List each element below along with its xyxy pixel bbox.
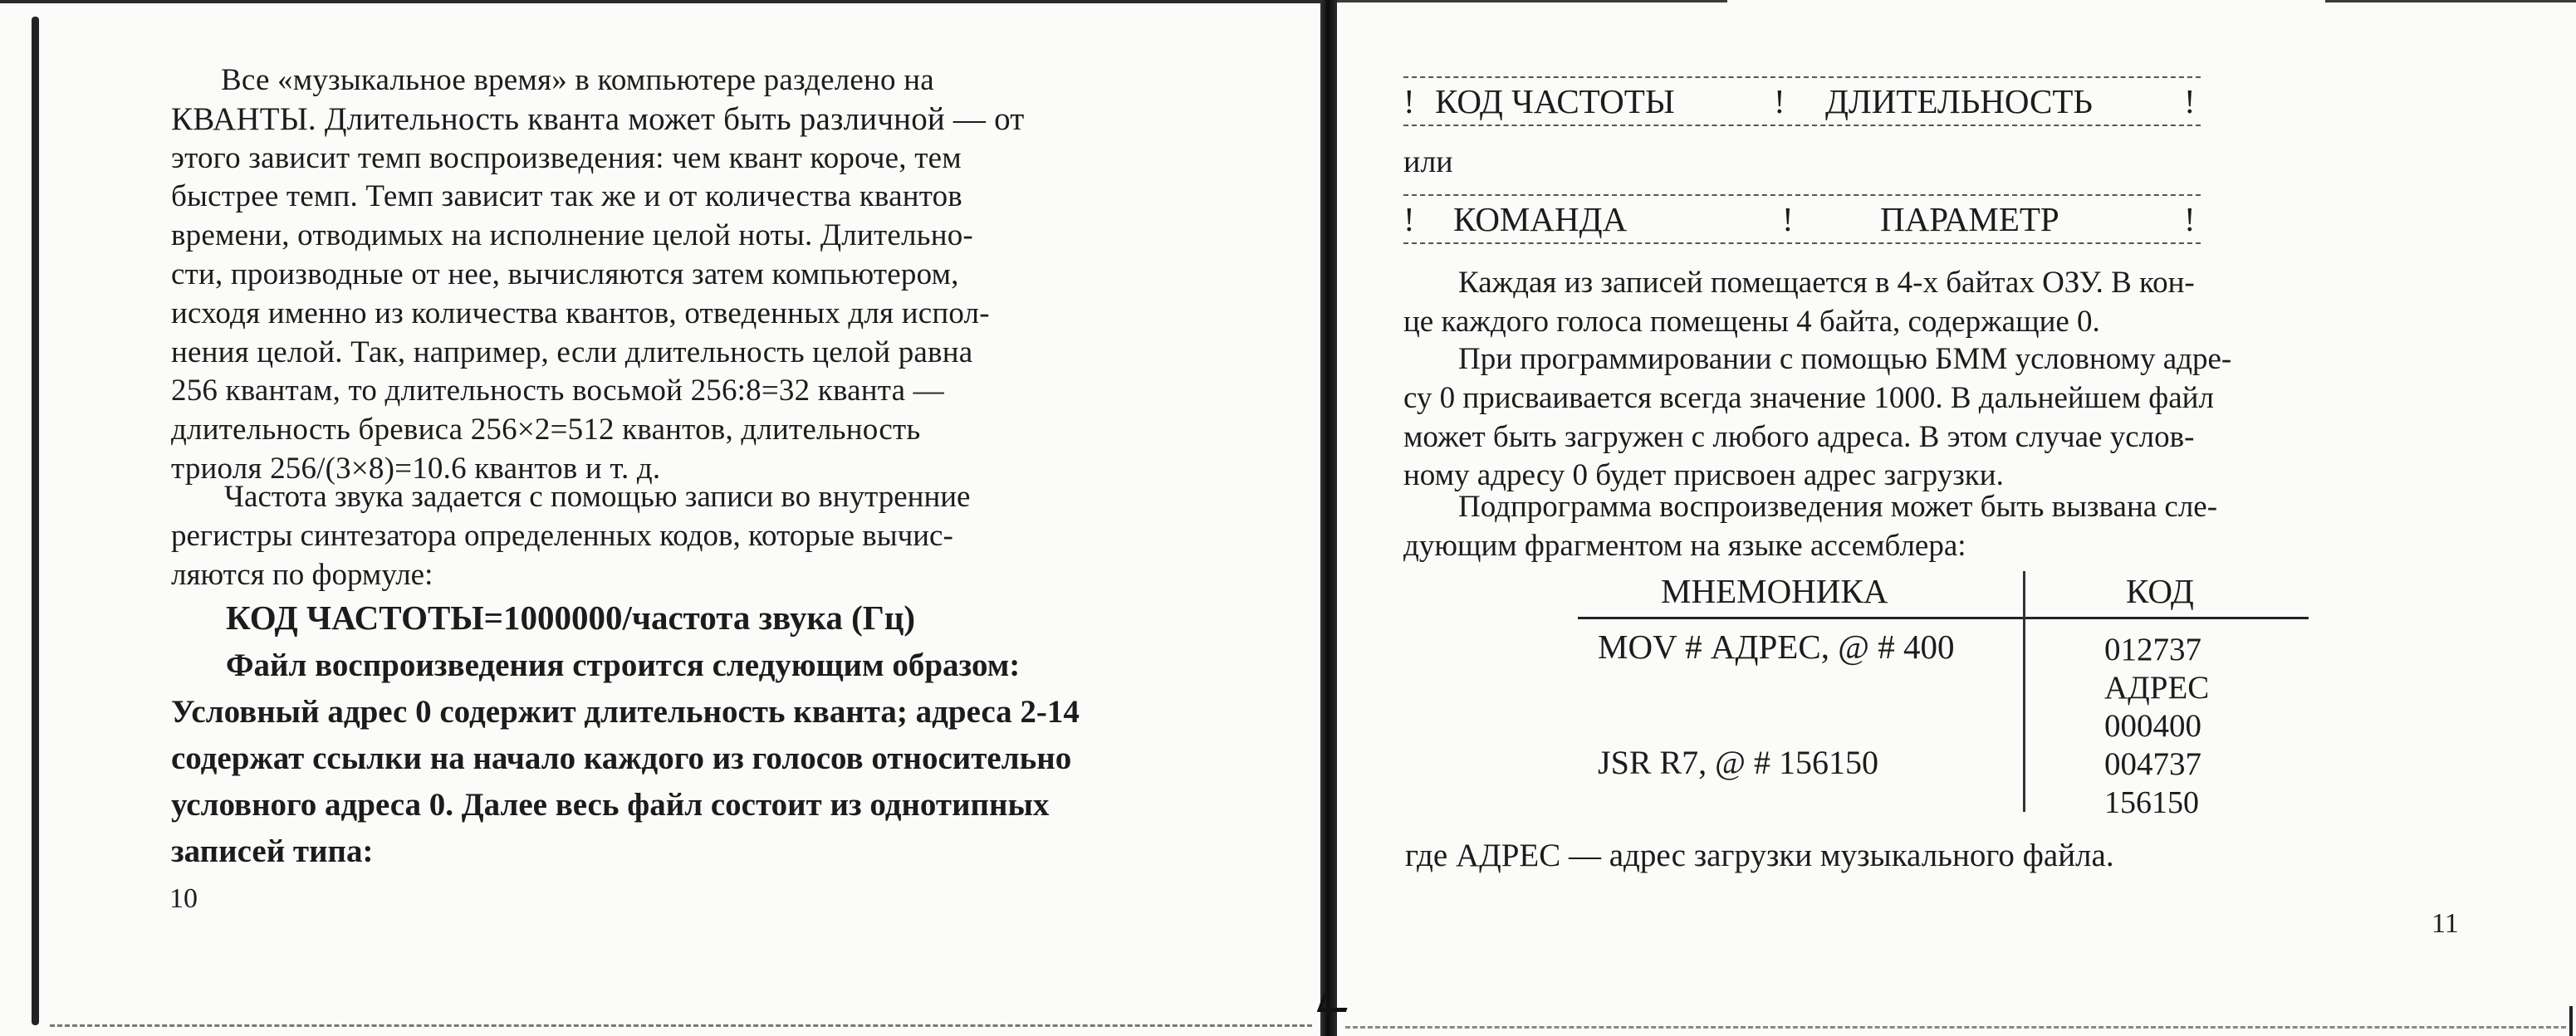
separator-bar: ! xyxy=(1403,82,1415,120)
code-value: 004737 xyxy=(2104,746,2201,782)
right-paragraph-3 xyxy=(1403,488,2468,566)
separator-bar: ! xyxy=(1782,200,1794,238)
text-line: времени, отводимых на исполнение целой ноты. Длительно- xyxy=(171,218,973,253)
text-line: триоля 256/(3×8)=10.6 квантов и т. д. xyxy=(171,451,661,486)
left-paragraph-1 xyxy=(171,61,1234,489)
text-line: регистры синтезатора определенных кодов, которые вычис- xyxy=(171,518,953,553)
left-paragraph-2 xyxy=(171,478,1234,594)
text-line: При программировании с помощью БММ условному адре- xyxy=(1458,342,2232,376)
text-line: этого зависит темп воспроизведения: чем квант короче, тем xyxy=(171,140,962,175)
record-format-box-2 xyxy=(1403,194,2201,244)
text-line: дующим фрагментом на языке ассемблера: xyxy=(1403,528,1966,563)
assembler-code-table xyxy=(1578,571,2309,820)
record-field-parameter: ПАРАМЕТР xyxy=(1880,200,2059,238)
record-field-frequency: КОД ЧАСТОТЫ xyxy=(1435,82,1675,120)
code-value: АДРЕС xyxy=(2104,670,2210,706)
text-line: содержат ссылки на начало каждого из голосов относительно xyxy=(171,740,1072,776)
text-line: Файл воспроизведения строится следующим образом: xyxy=(226,648,1021,683)
table-header-rule xyxy=(1578,617,2309,619)
text-line: нения целой. Так, например, если длительность целой равна xyxy=(171,335,973,369)
code-value: 000400 xyxy=(2104,708,2201,744)
record-field-duration: ДЛИТЕЛЬНОСТЬ xyxy=(1825,82,2093,120)
text-line: Условный адрес 0 содержит длительность кванта; адреса 2-14 xyxy=(171,694,1080,730)
left-paragraph-3 xyxy=(171,643,1242,875)
mnemonic-mov: MOV # АДРЕС, @ # 400 xyxy=(1598,628,1955,666)
text-line: может быть загружен с любого адреса. В этом случае услов- xyxy=(1403,419,2195,454)
text-line: Частота звука задается с помощью записи во внутренние xyxy=(224,480,971,514)
table-column-rule xyxy=(2023,571,2025,812)
frequency-formula: КОД ЧАСТОТЫ=1000000/частота звука (Гц) xyxy=(226,599,916,637)
header-mnemonic: МНЕМОНИКА xyxy=(1661,572,1888,610)
right-paragraph-2 xyxy=(1403,340,2468,496)
text-line: Подпрограмма воспроизведения может быть вызвана сле- xyxy=(1458,490,2218,524)
code-value: 012737 xyxy=(2104,632,2201,667)
separator-bar: ! xyxy=(1403,200,1415,238)
or-word: или xyxy=(1403,144,1453,179)
page-number-right: 11 xyxy=(2432,908,2459,939)
text-line: ляются по формуле: xyxy=(171,557,433,592)
page-number-left: 10 xyxy=(169,883,198,914)
text-line: 256 квантам, то длительность восьмой 256:8=32 кванта — xyxy=(171,374,944,408)
record-format-box-1 xyxy=(1403,76,2201,126)
scan-top-edge-right-2 xyxy=(2325,0,2576,2)
text-line: быстрее темп. Темп зависит так же и от количества квантов xyxy=(171,179,962,214)
right-paragraph-1 xyxy=(1403,264,2468,342)
separator-bar: ! xyxy=(2184,200,2196,238)
text-line: це каждого голоса помещены 4 байта, содержащие 0. xyxy=(1403,304,2100,339)
text-line: ному адресу 0 будет присвоен адрес загрузки. xyxy=(1403,458,2004,493)
scan-top-edge-right xyxy=(1337,0,1727,2)
text-line: су 0 присваивается всегда значение 1000. В дальнейшем файл xyxy=(1403,380,2214,415)
mnemonic-jsr: JSR R7, @ # 156150 xyxy=(1598,744,1879,781)
header-code: КОД xyxy=(2126,572,2194,610)
separator-bar: ! xyxy=(1774,82,1785,120)
text-line: условного адреса 0. Далее весь файл состоит из однотипных xyxy=(171,787,1050,823)
text-line: длительность бревиса 256×2=512 квантов, длительность xyxy=(171,413,921,447)
text-line: исходя именно из количества квантов, отведенных для испол- xyxy=(171,296,990,330)
scan-right-edge xyxy=(2569,1006,2573,1036)
text-line: Каждая из записей помещается в 4-х байтах ОЗУ. В кон- xyxy=(1458,266,2195,300)
text-line: Все «музыкальное время» в компьютере разделено на xyxy=(221,63,934,97)
address-footnote: где АДРЕС — адрес загрузки музыкального файла. xyxy=(1405,838,2114,873)
code-value: 156150 xyxy=(2104,785,2199,820)
text-line: записей типа: xyxy=(171,833,374,869)
text-line: КВАНТЫ. Длительность кванта может быть различной — от xyxy=(171,100,1025,137)
text-line: сти, производные от нее, вычисляются затем компьютером, xyxy=(171,257,959,291)
separator-bar: ! xyxy=(2184,82,2196,120)
record-field-command: КОМАНДА xyxy=(1453,200,1628,238)
scan-bottom-edge-right xyxy=(1345,1026,2566,1029)
